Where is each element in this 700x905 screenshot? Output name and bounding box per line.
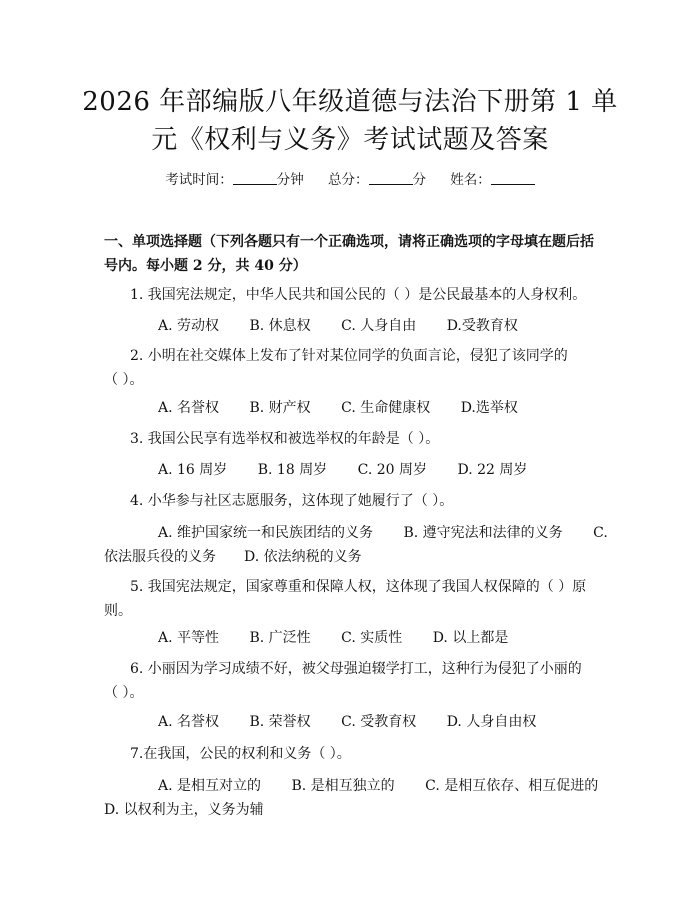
option: A. 名誉权 (158, 714, 220, 730)
time-unit: 分钟 (276, 172, 304, 188)
name-blank (491, 172, 535, 185)
option: C. (593, 525, 608, 541)
question-2-options (104, 396, 596, 420)
option: D.受教育权 (446, 318, 518, 334)
question-1-options (104, 314, 596, 338)
name-label: 姓名： (450, 172, 491, 188)
time-label: 考试时间： (165, 172, 233, 188)
exam-title-line2: 元《权利与义务》考试试题及答案 (151, 125, 549, 155)
question-3-options (104, 458, 596, 482)
question-6-options (104, 710, 596, 734)
question-5-options (104, 626, 596, 650)
option: B. 遵守宪法和法律的义务 (403, 525, 563, 541)
option-line2: D. 以权利为主，义务为辅 (104, 802, 264, 818)
option: D.选举权 (460, 400, 518, 416)
question-4-options (104, 521, 608, 569)
score-label: 总分： (328, 172, 369, 188)
question-text: 6. 小丽因为学习成绩不好，被父母强迫辍学打工，这种行为侵犯了小丽的 (130, 661, 582, 677)
option: C. 20 周岁 (357, 462, 428, 478)
question-text-cont: （ ）。 (104, 372, 144, 388)
question-7 (104, 742, 594, 766)
question-4 (104, 489, 594, 513)
score-field (328, 172, 426, 188)
question-text: 5. 我国宪法规定，国家尊重和保障人权，这体现了我国人权保障的（ ）原 (130, 579, 587, 595)
question-text: 7.在我国，公民的权利和义务（ ）。 (130, 746, 351, 762)
question-7-options (104, 774, 599, 822)
option: D. 以上都是 (432, 630, 509, 646)
option: A. 平等性 (158, 630, 220, 646)
section-heading (104, 230, 604, 278)
option: C. 是相互依存、相互促进的 (425, 778, 599, 794)
option: C. 受教育权 (341, 714, 417, 730)
option: A. 是相互对立的 (158, 778, 262, 794)
question-3 (104, 427, 594, 451)
time-field (165, 172, 304, 188)
option: B. 休息权 (249, 318, 311, 334)
name-field (450, 172, 535, 188)
option-line2: 依法服兵役的义务 D. 依法纳税的义务 (104, 549, 362, 565)
exam-meta (0, 168, 700, 188)
option: B. 荣誉权 (249, 714, 311, 730)
question-text: 2. 小明在社交媒体上发布了针对某位同学的负面言论，侵犯了该同学的 (130, 348, 568, 364)
question-text-cont: （ ）。 (104, 685, 144, 701)
question-2 (104, 344, 594, 392)
question-5 (104, 575, 594, 623)
question-1 (104, 283, 594, 307)
question-text: 3. 我国公民享有选举权和被选举权的年龄是（ ）。 (130, 431, 440, 447)
option: B. 广泛性 (249, 630, 311, 646)
option: A. 16 周岁 (158, 462, 228, 478)
option: A. 维护国家统一和民族团结的义务 (158, 525, 374, 541)
section-heading-line2: 号内。每小题 2 分，共 40 分） (104, 258, 307, 274)
question-text: 1. 我国宪法规定，中华人民共和国公民的（ ）是公民最基本的人身权利。 (130, 287, 587, 303)
score-unit: 分 (412, 172, 426, 188)
option: D. 22 周岁 (457, 462, 528, 478)
option: C. 人身自由 (341, 318, 417, 334)
question-6 (104, 657, 594, 705)
section-heading-line1: 一、单项选择题（下列各题只有一个正确选项，请将正确选项的字母填在题后括 (104, 234, 594, 250)
option: D. 人身自由权 (446, 714, 537, 730)
option: B. 财产权 (249, 400, 311, 416)
option: C. 实质性 (341, 630, 403, 646)
option: A. 名誉权 (158, 400, 220, 416)
time-blank (233, 172, 277, 185)
score-blank (369, 172, 413, 185)
question-text-cont: 则。 (104, 603, 132, 619)
option: C. 生命健康权 (341, 400, 431, 416)
option: B. 是相互独立的 (291, 778, 395, 794)
option: B. 18 周岁 (257, 462, 328, 478)
exam-title-line1: 2026 年部编版八年级道德与法治下册第 1 单 (82, 87, 618, 117)
question-text: 4. 小华参与社区志愿服务，这体现了她履行了（ ）。 (130, 493, 454, 509)
option: A. 劳动权 (158, 318, 220, 334)
